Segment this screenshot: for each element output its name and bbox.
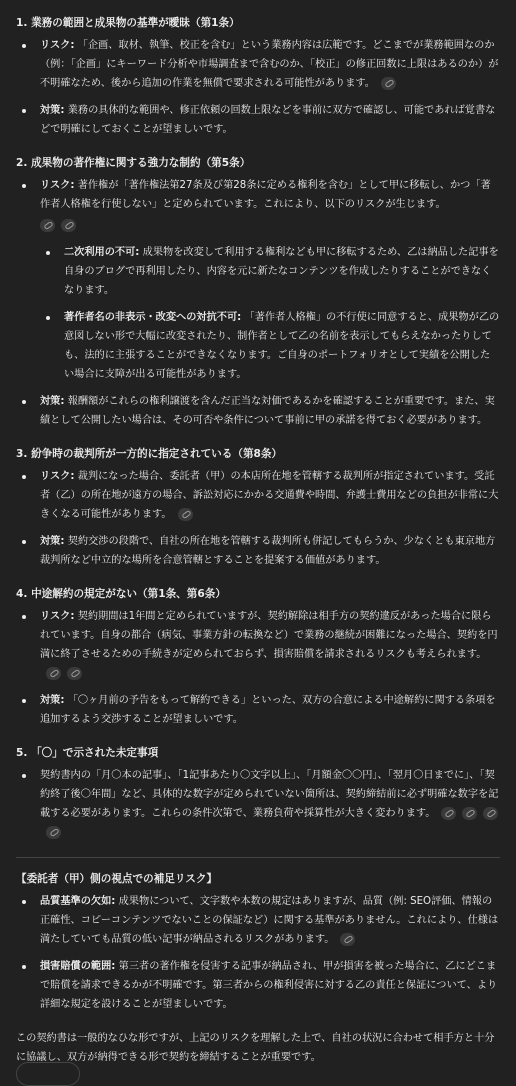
measure-text: 「〇ヶ月前の予告をもって解約できる」といった、双方の合意による中途解約に関する条項を追加するよう交渉することが望ましいです。 bbox=[40, 695, 496, 725]
list-item bbox=[16, 691, 500, 729]
item-label: 品質基準の欠如: bbox=[40, 896, 116, 907]
list-item bbox=[16, 607, 500, 683]
section-supplement bbox=[16, 870, 500, 1014]
risk-label: リスク: bbox=[40, 40, 75, 51]
measure-label: 対策: bbox=[40, 695, 65, 706]
item-label: 損害賠償の範囲: bbox=[40, 961, 116, 972]
measure-text: 契約交渉の段階で、自社の所在地を管轄する裁判所も併記してもらうか、少なくとも東京地方裁判所など中立的な場所を合意管轄とすることを提案する価値があります。 bbox=[40, 536, 496, 566]
list-item bbox=[16, 36, 500, 93]
item-text: 第三者の著作権を侵害する記事が納品され、甲が損害を被った場合に、乙にどこまで賠償を請求できるかが不明確です。第三者からの権利侵害に対する乙の責任と保証について、より詳細な規定を設けることが望ましいです。 bbox=[40, 961, 498, 1010]
section-2 bbox=[16, 154, 500, 430]
section-1 bbox=[16, 14, 500, 139]
link-icon[interactable] bbox=[462, 807, 477, 820]
section-title: 4. 中途解約の規定がない（第1条、第6条） bbox=[16, 588, 226, 600]
risk-label: リスク: bbox=[40, 611, 75, 622]
risk-text: 裁判になった場合、委託者（甲）の本店所在地を管轄する裁判所が指定されています。受託者（乙）の所在地が遠方の場合、訴訟対応にかかる交通費や時間、弁護士費用などの負担が非常に大きくなる可能性があります。 bbox=[40, 471, 499, 520]
risk-text: 「企画、取材、執筆、校正を含む」という業務内容は広範です。どこまでが業務範囲なのか（例：「企画」にキーワード分析や市場調査まで含むのか、「校正」の修正回数に上限はあるのか）が不明確なため、後から追加の作業を無償で要求される可能性があります。 bbox=[40, 40, 499, 89]
section-4 bbox=[16, 585, 500, 729]
link-icon[interactable] bbox=[340, 933, 355, 946]
link-icon[interactable] bbox=[381, 77, 396, 90]
sub-list-item bbox=[40, 308, 500, 384]
risk-text: 契約期間は1年間と定められていますが、契約解除は相手方の契約違反があった場合に限られています。自身の都合（病気、事業方針の転換など）で業務の継続が困難になった場合、契約を円満に終了させるための手続きが定められておらず、損害賠償を請求されるリスクも考えられます。 bbox=[40, 611, 498, 660]
item-text: 契約書内の「月〇本の記事」、「1記事あたり〇文字以上」、「月額金〇〇円」、「翌月〇日までに」、「契約終了後〇年間」など、具体的な数字が定められていない箇所は、契約締結前に必ず明確な数字を記載する必要があります。これらの条件次第で、業務負荷や採算性が大きく変わります。 bbox=[40, 770, 499, 819]
list-item bbox=[16, 892, 500, 949]
link-icon[interactable] bbox=[40, 219, 55, 232]
section-title: 5. 「〇」で示された未定事項 bbox=[16, 747, 159, 759]
sub-label: 著作者名の非表示・改変への対抗不可: bbox=[64, 312, 242, 323]
sub-text: 「著作者人格権」の不行使に同意すると、成果物が乙の意図しない形で大幅に改変されたり、制作者として乙の名前を表示してもらえなかったりしても、法的に主張することができなくなります。ご自身のポートフォリオとして実績を公開したい場合に支障が出る可能性があります。 bbox=[64, 312, 500, 380]
measure-label: 対策: bbox=[40, 396, 65, 407]
sub-text: 成果物を改変して利用する権利なども甲に移転するため、乙は納品した記事を自身のブログで再利用したり、内容を元に新たなコンテンツを作成したりすることができなくなります。 bbox=[64, 247, 499, 296]
section-title: 1. 業務の範囲と成果物の基準が曖昧（第1条） bbox=[16, 17, 240, 29]
item-text: 成果物について、文字数や本数の規定はありますが、品質（例: SEO評価、情報の正確性、コピーコンテンツでないことの保証など）に関する基準がありません。これにより、仕様は満たしていても品質の低い記事が納品されるリスクがあります。 bbox=[40, 896, 499, 945]
divider bbox=[16, 857, 500, 858]
risk-label: リスク: bbox=[40, 180, 75, 191]
link-icon[interactable] bbox=[61, 219, 76, 232]
link-icon[interactable] bbox=[483, 807, 498, 820]
conclusion-text: この契約書は一般的なひな形ですが、上記のリスクを理解した上で、自社の状況に合わせて相手方と十分に協議し、双方が納得できる形で契約を締結することが重要です。 bbox=[16, 1033, 495, 1063]
list-item bbox=[16, 957, 500, 1014]
sub-list-item bbox=[40, 243, 500, 300]
section-5 bbox=[16, 744, 500, 842]
measure-label: 対策: bbox=[40, 105, 65, 116]
list-item bbox=[16, 766, 500, 842]
list-item bbox=[16, 532, 500, 570]
sources-button[interactable] bbox=[16, 1062, 80, 1086]
section-3 bbox=[16, 445, 500, 570]
link-icon[interactable] bbox=[46, 667, 61, 680]
link-icon[interactable] bbox=[46, 826, 61, 839]
section-title: 2. 成果物の著作権に関する強力な制約（第5条） bbox=[16, 157, 251, 169]
risk-label: リスク: bbox=[40, 471, 75, 482]
list-item bbox=[16, 392, 500, 430]
risk-text: 著作権が「著作権法第27条及び第28条に定める権利を含む」として甲に移転し、かつ「著作者人格権を行使しない」と定められています。これにより、以下のリスクが生じます。 bbox=[40, 180, 491, 210]
measure-text: 業務の具体的な範囲や、修正依頼の回数上限などを事前に双方で確認し、可能であれば覚書などで明確にしておくことが望ましいです。 bbox=[40, 105, 496, 135]
measure-text: 報酬額がこれらの権利譲渡を含んだ正当な対価であるかを確認することが重要です。また、実績として公開したい場合は、その可否や条件について事前に甲の承諾を得ておく必要があります。 bbox=[40, 396, 495, 426]
measure-label: 対策: bbox=[40, 536, 65, 547]
link-icon[interactable] bbox=[441, 807, 456, 820]
list-item bbox=[16, 101, 500, 139]
section-title: 3. 紛争時の裁判所が一方的に指定されている（第8条） bbox=[16, 448, 283, 460]
link-icon[interactable] bbox=[178, 508, 193, 521]
list-item bbox=[16, 467, 500, 524]
section-title: 【委託者（甲）側の視点での補足リスク】 bbox=[16, 873, 218, 885]
list-item bbox=[16, 176, 500, 235]
link-icon[interactable] bbox=[67, 667, 82, 680]
sub-label: 二次利用の不可: bbox=[64, 247, 140, 258]
